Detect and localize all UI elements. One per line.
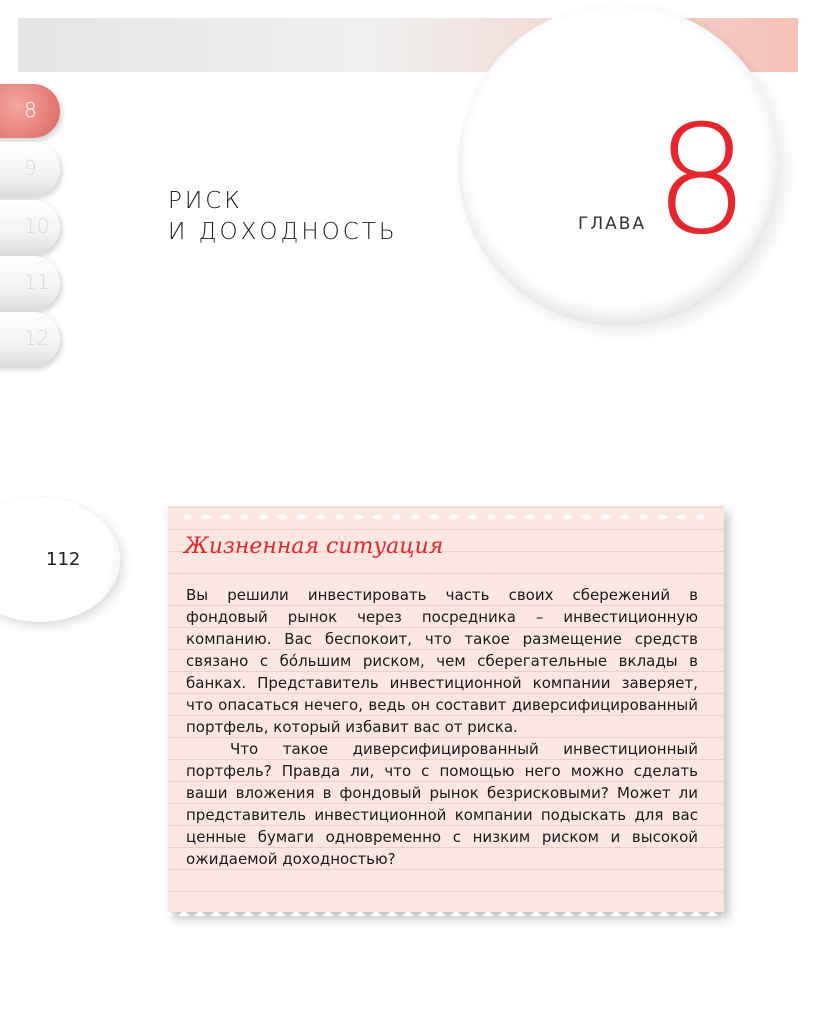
case-box	[168, 506, 724, 912]
case-heading: Жизненная ситуация	[184, 534, 444, 559]
chapter-tab-12[interactable]	[0, 312, 60, 366]
chapter-tab-label: 12	[24, 326, 50, 350]
chapter-tab-label: 9	[24, 156, 37, 180]
case-paragraph-1: Вы решили инвестировать часть своих сбережений в фондовый рынок через посредника – инвестиционную компанию. Вас беспокоит, что такое размещение средств связано с бóльшим риском, чем сберегательные вклады в банках. Представитель инвестиционной компании заверяет, что опасаться нечего, ведь он составит диверсифицированный портфель, который избавит вас от риска.	[186, 586, 698, 736]
chapter-number: 8	[654, 94, 750, 268]
chapter-tab-label: 11	[24, 270, 50, 294]
chapter-tab-9[interactable]	[0, 142, 60, 196]
chapter-tab-label: 10	[24, 214, 50, 238]
chapter-tab-11[interactable]	[0, 256, 60, 310]
case-body	[186, 584, 698, 870]
chapter-title-line2: И ДОХОДНОСТЬ	[168, 219, 398, 245]
chapter-tab-8[interactable]	[0, 84, 60, 138]
page-number: 112	[46, 549, 81, 570]
chapter-tab-label: 8	[24, 98, 37, 122]
chapter-tab-10[interactable]	[0, 200, 60, 254]
case-paragraph-2: Что такое диверсифицированный инвестиционный портфель? Правда ли, что с помощью него можно сделать ваши вложения в фондовый рынок безрисковыми? Может ли представитель инвестиционной компании подыскать для вас ценные бумаги одновременно с низким риском и высокой ожидаемой доходностью?	[186, 740, 698, 868]
perforation-holes	[178, 512, 714, 522]
torn-edge-top	[168, 500, 724, 508]
chapter-title	[168, 186, 398, 248]
chapter-label: ГЛАВА	[578, 214, 647, 234]
chapter-title-line1: РИСК	[168, 188, 243, 214]
torn-edge-bottom	[168, 908, 724, 916]
